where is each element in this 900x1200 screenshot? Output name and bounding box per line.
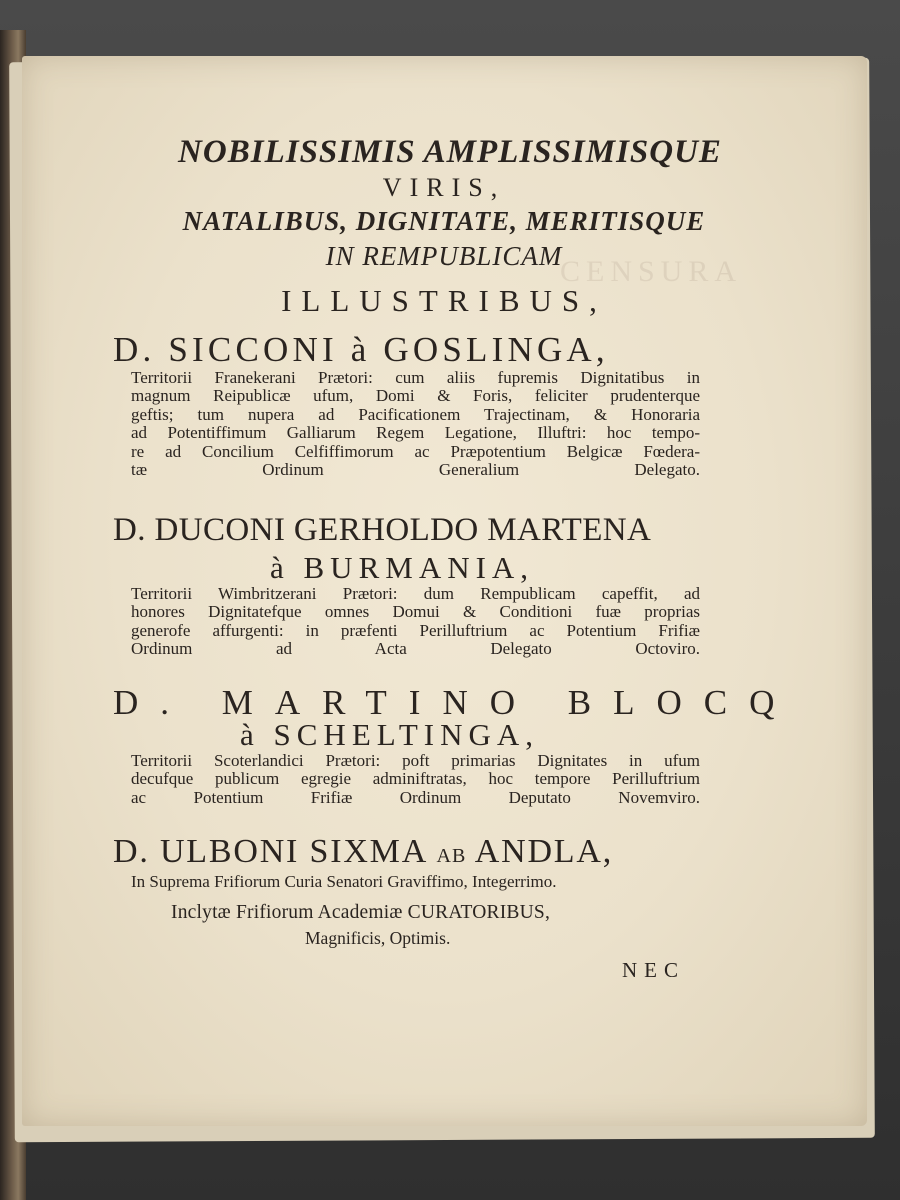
closing-line-2: Magnificis, Optimis. [305,928,451,948]
person-1-line: Territorii Franekerani Prætori: cum aliis fupremis Dignitatibus in [131,368,700,387]
person-4-name-part-1: D. ULBONI SIXMA [113,833,427,870]
person-1-line: re ad Concilium Celfiffimorum ac Præpotentium Belgicæ Fœdera- [131,441,700,461]
title-line-3: NATALIBUS, DIGNITATE, MERITISQUE [182,206,706,236]
person-2-name: D. DUCONI GERHOLDO MARTENA [113,512,652,548]
person-3-line: Territorii Scoterlandici Prætori: poft primarias Dignitates in ufum [131,751,700,770]
show-through-text: CENSURA [560,255,743,288]
person-2-line: generofe affurgenti: in præfenti Perilluftrium ac Potentium Frifiæ [131,620,700,640]
person-4-name [113,833,613,871]
person-2-line: Ordinum ad Acta Delegato Octoviro. [131,639,700,659]
person-2-name-line-2: à BURMANIA, [270,550,535,585]
person-1-line: magnum Reipublicæ ufum, Domi & Foris, feliciter prudenterque [131,386,700,406]
person-1-line: ad Potentiffimum Galliarum Regem Legatione, Illuftri: hoc tempo- [131,423,700,443]
person-1-name: D. SICCONI à GOSLINGA, [113,330,609,369]
person-2-line: Territorii Wimbritzerani Prætori: dum Rempublicam capeffit, ad [131,584,700,603]
title-line-1: NOBILISSIMIS AMPLISSIMISQUE [178,134,722,170]
person-1-line: geftis; tum nupera ad Pacificationem Trajectinam, & Honoraria [131,404,700,424]
person-2-line: honores Dignitatefque omnes Domui & Conditioni fuæ proprias [131,602,700,622]
person-3-line: ac Potentium Frifiæ Ordinum Deputato Novemviro. [131,787,700,807]
person-2-description [131,585,700,659]
catchword: NEC [622,958,685,982]
person-4-name-ab: AB [436,845,467,867]
person-1-description [131,369,700,479]
person-3-description [131,752,700,807]
person-3-line: decufque publicum egregie adminiftratas, hoc tempore Perilluftrium [131,769,700,789]
person-3-name: D. MARTINO BLOCQ [113,683,797,722]
person-4-description: In Suprema Frifiorum Curia Senatori Graviffimo, Integerrimo. [131,872,557,891]
closing-line-1: Inclytæ Frifiorum Academiæ CURATORIBUS, [171,902,551,923]
person-3-name-line-2: à SCHELTINGA, [240,717,540,752]
title-line-5: ILLUSTRIBUS, [281,283,607,318]
title-line-2: VIRIS, [382,173,506,202]
person-1-line: tæ Ordinum Generalium Delegato. [131,460,700,480]
title-line-4: IN REMPUBLICAM [325,241,563,271]
person-4-name-part-2: ANDLA, [474,833,614,870]
